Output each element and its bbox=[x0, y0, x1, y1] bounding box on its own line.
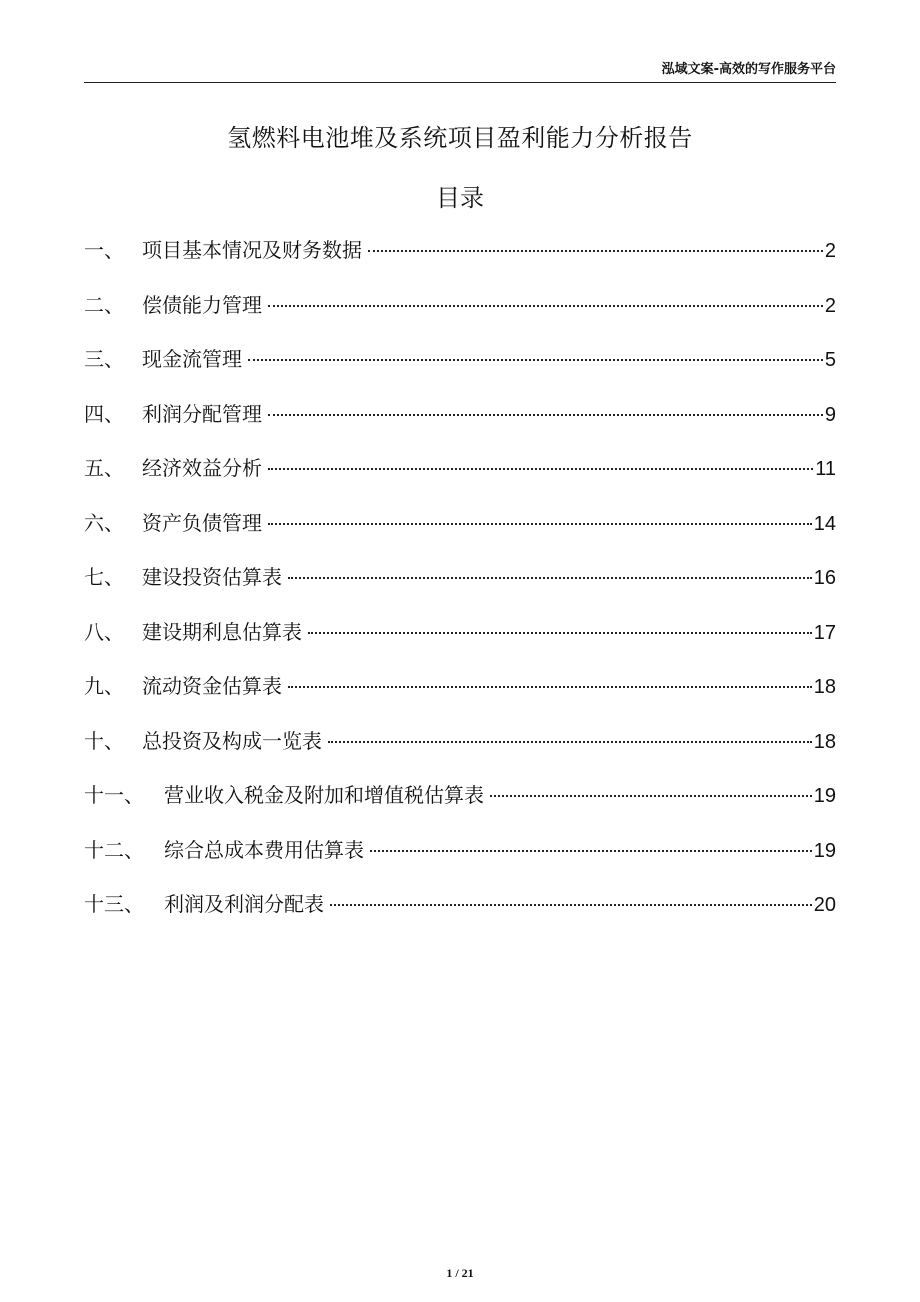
toc-dot-leader bbox=[268, 305, 823, 307]
toc-dot-leader bbox=[308, 632, 812, 634]
toc-entry-page: 20 bbox=[813, 894, 836, 916]
toc-entry-number: 七、 bbox=[84, 565, 124, 589]
toc-heading: 目录 bbox=[436, 184, 484, 212]
toc-entry-page: 5 bbox=[824, 349, 836, 371]
table-of-contents bbox=[84, 234, 836, 943]
toc-dot-leader bbox=[328, 741, 812, 743]
toc-entry-label: 利润及利润分配表 bbox=[164, 892, 324, 916]
toc-dot-leader bbox=[368, 250, 823, 252]
toc-entry-page: 9 bbox=[824, 403, 836, 426]
document-title: 氢燃料电池堆及系统项目盈利能力分析报告 bbox=[227, 124, 693, 152]
toc-dot-leader bbox=[288, 686, 812, 688]
toc-entry-label: 资产负债管理 bbox=[142, 510, 262, 535]
toc-dot-leader bbox=[268, 414, 823, 416]
toc-entry-label: 营业收入税金及附加和增值税估算表 bbox=[164, 783, 484, 807]
toc-dot-leader bbox=[370, 850, 812, 852]
toc-entry-label: 综合总成本费用估算表 bbox=[164, 837, 364, 862]
toc-entry-label: 流动资金估算表 bbox=[142, 674, 282, 698]
toc-entry[interactable] bbox=[84, 616, 836, 671]
toc-dot-leader bbox=[490, 795, 812, 797]
toc-entry[interactable] bbox=[84, 289, 836, 344]
toc-entry-label: 利润分配管理 bbox=[142, 401, 262, 426]
toc-entry-number: 十、 bbox=[84, 728, 124, 753]
toc-entry[interactable] bbox=[84, 398, 836, 453]
toc-entry[interactable] bbox=[84, 834, 836, 889]
toc-entry[interactable] bbox=[84, 507, 836, 562]
toc-dot-leader bbox=[330, 904, 812, 906]
toc-entry[interactable] bbox=[84, 779, 836, 834]
toc-entry-number: 十三、 bbox=[84, 892, 144, 916]
toc-entry[interactable] bbox=[84, 343, 836, 398]
toc-entry-page: 16 bbox=[813, 567, 836, 589]
toc-entry-page: 18 bbox=[813, 730, 836, 753]
toc-dot-leader bbox=[268, 523, 812, 525]
toc-entry-page: 11 bbox=[815, 458, 836, 480]
toc-dot-leader bbox=[248, 359, 823, 361]
toc-entry-label: 经济效益分析 bbox=[142, 456, 262, 480]
toc-entry-label: 建设投资估算表 bbox=[142, 565, 282, 589]
page-indicator: 1 / 21 bbox=[446, 1266, 474, 1280]
toc-entry-number: 九、 bbox=[84, 674, 124, 698]
toc-entry[interactable] bbox=[84, 561, 836, 616]
toc-dot-leader bbox=[288, 577, 812, 579]
toc-entry-number: 十二、 bbox=[84, 837, 144, 862]
toc-entry-label: 建设期利息估算表 bbox=[142, 619, 302, 644]
toc-entry-label: 总投资及构成一览表 bbox=[142, 728, 322, 753]
toc-entry-number: 十一、 bbox=[84, 783, 144, 807]
toc-entry-page: 14 bbox=[813, 512, 836, 535]
header-divider bbox=[84, 82, 836, 83]
toc-entry-number: 八、 bbox=[84, 619, 124, 644]
toc-entry-page: 2 bbox=[824, 240, 836, 262]
toc-entry[interactable] bbox=[84, 888, 836, 943]
toc-entry-number: 六、 bbox=[84, 510, 124, 535]
toc-entry-number: 二、 bbox=[84, 292, 124, 317]
header-text: 泓域文案-高效的写作服务平台 bbox=[661, 62, 836, 77]
toc-entry-number: 一、 bbox=[84, 238, 124, 262]
toc-entry-number: 五、 bbox=[84, 456, 124, 480]
toc-entry-page: 18 bbox=[813, 676, 836, 698]
toc-entry[interactable] bbox=[84, 670, 836, 725]
toc-entry-page: 19 bbox=[813, 785, 836, 807]
toc-entry-label: 现金流管理 bbox=[142, 347, 242, 371]
toc-entry-label: 偿债能力管理 bbox=[142, 292, 262, 317]
toc-entry[interactable] bbox=[84, 452, 836, 507]
toc-entry-number: 三、 bbox=[84, 347, 124, 371]
toc-entry-page: 2 bbox=[824, 294, 836, 317]
toc-dot-leader bbox=[268, 468, 813, 470]
toc-entry-label: 项目基本情况及财务数据 bbox=[142, 238, 362, 262]
toc-entry-number: 四、 bbox=[84, 401, 124, 426]
toc-entry-page: 17 bbox=[813, 621, 836, 644]
toc-entry-page: 19 bbox=[813, 839, 836, 862]
toc-entry[interactable] bbox=[84, 234, 836, 289]
toc-entry[interactable] bbox=[84, 725, 836, 780]
